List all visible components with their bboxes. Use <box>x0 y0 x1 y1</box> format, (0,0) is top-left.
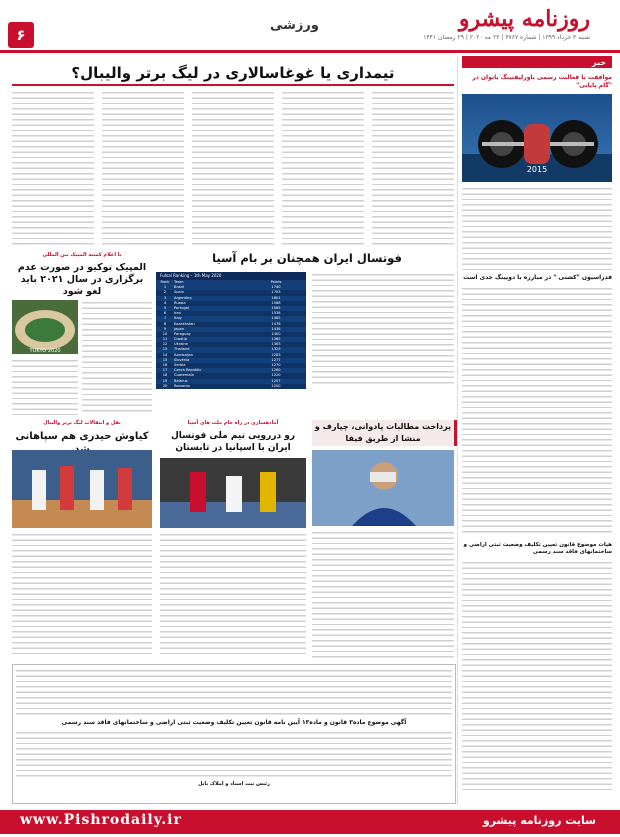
ranking-rank: 1 <box>163 285 167 290</box>
sidebar-item3-head: هیات موضوع قانون تعیین تکلیف وضعیت ثبتی اراضی و ساختمانهای فاقد سند رسمی <box>463 542 612 555</box>
ranking-points: 1400 <box>271 331 281 336</box>
volleyball-image <box>12 450 152 528</box>
dateline: شنبه ۳ خرداد ۱۳۹۹ | شماره ۳۷۶۷ | ۲۳ مه ۲۰۲۰ | ۲۹ رمضان ۱۴۴۱ <box>423 34 590 41</box>
ranking-rank: 7 <box>163 316 167 321</box>
ranking-points: 1283 <box>271 352 281 357</box>
sidebar-item3-text <box>462 560 612 790</box>
lead-text-lines <box>12 90 454 246</box>
header-rule <box>0 50 620 53</box>
tokyo-stadium-photo <box>12 300 78 354</box>
ranking-points: 1363 <box>271 342 281 347</box>
notice-signature: رئیس ثبت اسناد و املاک بابل <box>198 781 270 787</box>
fifa-article-body <box>312 530 454 658</box>
olympic-kicker: با اعلام کمیته المپیک بین المللی <box>42 252 122 258</box>
column-divider <box>457 56 458 806</box>
ranking-points: 1436 <box>271 326 281 331</box>
ranking-team: Italy <box>174 316 182 321</box>
futsal-women-kicker: آمادهسازی در راه جام ملت های آسیا <box>187 420 279 426</box>
ranking-points: 1277 <box>271 357 281 362</box>
ranking-points: 1207 <box>271 378 281 383</box>
ranking-team: Russia <box>174 300 186 305</box>
ranking-points: 1585 <box>271 305 281 310</box>
player-image <box>312 450 454 526</box>
ranking-rank: 4 <box>163 300 167 305</box>
ranking-rank: 20 <box>162 383 168 388</box>
ranking-team: Belarus <box>174 378 188 383</box>
volleyball-photo <box>12 450 152 528</box>
olympic-headline: المپیک توکیو در صورت عدم برگزاری در سال ۲۰۲۱ باید لغو شود <box>17 262 147 297</box>
sidebar-title-bar <box>462 56 612 68</box>
ranking-team: Japan <box>174 326 185 331</box>
ranking-points: 1740 <box>271 285 281 290</box>
ranking-points: 1538 <box>271 311 281 316</box>
footer <box>0 806 620 837</box>
ranking-team: Czech Republic <box>174 368 202 373</box>
lead-headline-bar <box>12 62 454 86</box>
ranking-rank: 8 <box>163 321 167 326</box>
sidebar-item1-head: موافقت با فعالیت رسمی باورلیفتینگ بانوان در "گام پایانی" <box>472 74 612 89</box>
asia-headline: فوتسال ایران همچنان بر بام آسیا <box>212 251 402 265</box>
futsal-women-headline: رو دررویی تیم ملی فوتسال ایران با اسپانیا در تابستان <box>170 431 296 453</box>
sidebar-item1-text <box>462 186 612 270</box>
haidari-headline: کیاوش حیدری هم سپاهانی <box>15 431 149 442</box>
ranking-team: Brazil <box>174 285 185 290</box>
ranking-points: 1601 <box>271 295 281 300</box>
olympic-article-body-2 <box>12 358 78 415</box>
svg-text:TOKYO 2020: TOKYO 2020 <box>29 348 61 354</box>
ranking-rank: 15 <box>162 357 168 362</box>
ranking-rank: 2 <box>163 290 167 295</box>
ranking-points: 1200 <box>271 383 281 388</box>
fifa-head-box <box>312 420 457 446</box>
sidebar-title: خبر <box>591 57 606 67</box>
section-title: ورزشی <box>270 18 319 33</box>
ranking-rank: 13 <box>162 347 168 352</box>
ranking-team: Spain <box>174 290 185 295</box>
ranking-points: 1485 <box>271 316 281 321</box>
ranking-points: 1260 <box>271 368 281 373</box>
ranking-team: Guatemala <box>174 373 194 378</box>
ranking-team: Ukraine <box>174 342 188 347</box>
stadium-image <box>12 300 78 354</box>
sidebar-item2-text <box>462 286 612 536</box>
ranking-rank: 14 <box>162 352 168 357</box>
haidari-kicker: نقل و انتقالات لیگ برتر والیبال <box>43 420 121 426</box>
futsal-photo <box>160 458 306 528</box>
ranking-points: 1365 <box>271 337 281 342</box>
ranking-team: Paraguay <box>174 331 191 336</box>
ranking-rank: 6 <box>163 311 167 316</box>
haidari-article-body <box>12 532 152 658</box>
masthead <box>0 0 620 52</box>
notice-title: آگهی موضوع ماده۳ قانون و ماده۱۳ آیین نامه قانون تعیین تکلیف وضعیت ثبتی اراضی و ساختمانهای فاقد سند رسمی <box>61 719 407 726</box>
ranking-team: Iran <box>174 311 182 316</box>
ranking-points: 1270 <box>271 363 281 367</box>
svg-text:2015: 2015 <box>526 165 548 174</box>
ranking-rank: 18 <box>162 373 168 378</box>
ranking-head-points: Points <box>270 280 282 284</box>
ranking-row <box>156 384 306 389</box>
ranking-rank: 9 <box>163 326 167 331</box>
ranking-team: Croatia <box>174 337 187 342</box>
sidebar-item2-head: فدراسیون "کشتی " در مبارزه با دوپینگ جدی است <box>463 274 612 281</box>
asia-article-body <box>312 272 454 384</box>
ranking-points: 1478 <box>271 321 281 326</box>
page-number: ۶ <box>8 22 34 48</box>
newspaper-logo: روزنامه پیشرو <box>458 6 590 32</box>
ranking-head-team: Team <box>174 280 184 284</box>
lead-headline: تیمداری یا غوغاسالاری در لیگ برتر والیبال؟ <box>71 64 395 82</box>
ranking-rank: 10 <box>162 331 168 336</box>
footer-site-label: سایت روزنامه پیشرو <box>482 814 596 827</box>
olympic-article-body <box>82 300 152 415</box>
notice-text-bottom <box>16 730 452 778</box>
ranking-table-title: Futsal Ranking – 1th May 2020 <box>160 273 222 278</box>
ranking-rank: 19 <box>162 378 168 383</box>
futsal-image <box>160 458 306 528</box>
ranking-rank: 5 <box>163 305 167 310</box>
ranking-team: Argentina <box>174 295 192 300</box>
ranking-team: Portugal <box>174 305 189 310</box>
ranking-team: Romania <box>174 383 190 388</box>
ranking-points: 1329 <box>271 347 281 352</box>
ranking-rank: 17 <box>162 368 168 373</box>
ranking-team: Azerbaijan <box>174 352 193 357</box>
futsal-women-article-body <box>160 532 306 658</box>
player-photo <box>312 450 454 526</box>
footer-site-url[interactable]: www.Pishrodaily.ir <box>20 812 182 828</box>
ranking-team: Kazakhstan <box>174 321 195 326</box>
fifa-headline: پرداخت مطالبات پادوانی، چپارف و منشا از طریق فیفا <box>314 422 452 443</box>
ranking-table <box>156 272 306 388</box>
ranking-points: 1220 <box>271 373 281 378</box>
ranking-team: Thailand <box>174 347 190 352</box>
weightlifting-photo <box>462 94 612 182</box>
ranking-points: 1703 <box>271 290 281 295</box>
ranking-head-rank: Rank <box>160 280 170 284</box>
ranking-team: Serbia <box>174 363 186 367</box>
sidebar <box>462 56 612 806</box>
ranking-rows <box>156 285 306 389</box>
ranking-points: 1588 <box>271 300 281 305</box>
ranking-rank: 16 <box>162 363 168 367</box>
ranking-team: Slovenia <box>174 357 190 362</box>
ranking-rank: 12 <box>162 342 168 347</box>
notice-box <box>12 664 456 804</box>
weightlifting-image <box>462 94 612 182</box>
notice-text-top <box>16 668 452 716</box>
ranking-rank: 3 <box>163 295 167 300</box>
ranking-rank: 11 <box>162 337 168 342</box>
